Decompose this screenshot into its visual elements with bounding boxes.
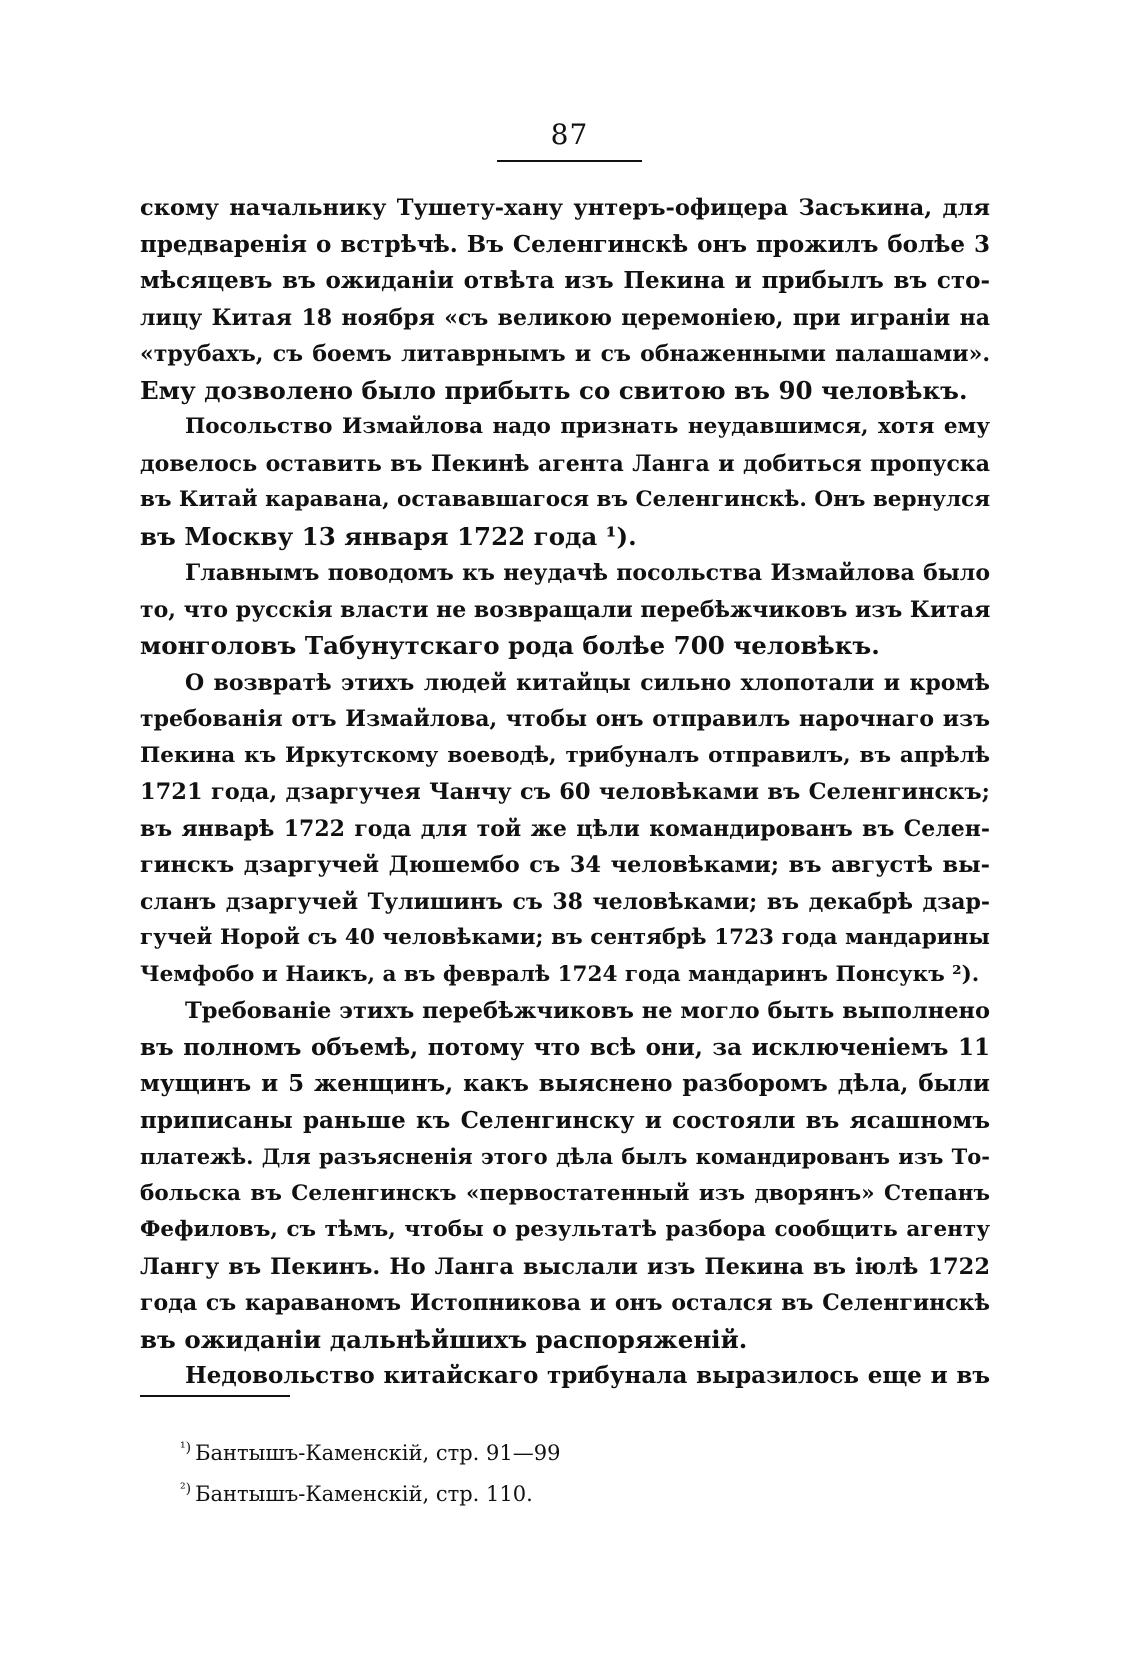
footnote-text: Бантышъ-Каменскій, стр. 110. xyxy=(195,1482,533,1506)
footnote-2 xyxy=(180,1471,880,1512)
text-line: О возвратѣ этихъ людей китайцы сильно хлопотали и кромѣ xyxy=(185,669,990,696)
text-line: мущинъ и 5 женщинъ, какъ выяснено разборомъ дѣла, были xyxy=(140,1070,990,1097)
text-line: больска въ Селенгинскъ «первостатенный изъ дворянъ» Степанъ xyxy=(140,1180,990,1206)
text-line: въ Китай каравана, остававшагося въ Селенгинскѣ. Онъ вернулся xyxy=(140,487,991,512)
text-line: Ему дозволено было прибыть со свитою въ 90 человѣкъ. xyxy=(140,375,968,405)
text-line: то, что русскія власти не возвращали перебѣжчиковъ изъ Китая xyxy=(140,596,991,623)
text-line: требованія отъ Измайлова, чтобы онъ отправилъ нарочнаго изъ xyxy=(140,706,990,732)
text-line: сланъ дзаргучей Тулишинъ съ 38 человѣками; въ декабрѣ дзар- xyxy=(140,888,990,915)
paragraph-6 xyxy=(140,1358,990,1395)
text-line: монголовъ Табунутскаго рода болѣе 700 человѣкъ. xyxy=(140,631,880,660)
text-line: въ январѣ 1722 года для той же цѣли командированъ въ Селен- xyxy=(140,815,990,842)
text-line: Недовольство китайскаго трибунала выразилось еще и въ xyxy=(185,1362,990,1389)
text-line: Лангу въ Пекинъ. Но Ланга выслали изъ Пекина въ іюлѣ 1722 xyxy=(140,1253,990,1280)
paragraph-3 xyxy=(140,555,990,665)
paragraph-4 xyxy=(140,665,990,994)
paragraph-1 xyxy=(140,190,990,409)
text-line: Фефиловъ, съ тѣмъ, чтобы о результатѣ разбора сообщить агенту xyxy=(140,1217,990,1242)
text-line: въ Москву 13 января 1722 года ¹). xyxy=(140,521,637,551)
text-line: Посольство Измайлова надо признать неудавшимся, хотя ему xyxy=(185,414,990,439)
text-line: въ полномъ объемѣ, потому что всѣ они, за исключеніемъ 11 xyxy=(140,1033,990,1061)
text-line: лицу Китая 18 ноября «съ великою церемоніею, при играніи на xyxy=(140,304,990,331)
paragraph-5 xyxy=(140,993,990,1358)
text-line: платежѣ. Для разъясненія этого дѣла былъ командированъ изъ То- xyxy=(140,1144,990,1169)
text-line: предваренія о встрѣчѣ. Въ Селенгинскѣ онъ прожилъ болѣе 3 xyxy=(140,230,990,258)
footnotes xyxy=(180,1430,880,1512)
text-line: Пекина къ Иркутскому воеводѣ, трибуналъ отправилъ, въ апрѣлѣ xyxy=(140,742,990,768)
text-line: приписаны раньше къ Селенгинску и состояли въ ясашномъ xyxy=(140,1106,990,1134)
text-line: 1721 года, дзаргучея Чанчу съ 60 человѣками въ Селенгинскъ; xyxy=(140,779,990,805)
page-number: 87 xyxy=(550,118,589,151)
text-line: года съ караваномъ Истопникова и онъ остался въ Селенгинскѣ xyxy=(140,1290,990,1316)
paragraph-2 xyxy=(140,409,990,555)
text-line: гинскъ дзаргучей Дюшембо съ 34 человѣками; въ августѣ вы- xyxy=(140,852,990,878)
header-rule xyxy=(497,160,642,162)
text-line: довелось оставить въ Пекинѣ агента Ланга и добиться пропуска xyxy=(140,450,990,477)
text-line: Чемфобо и Наикъ, а въ февралѣ 1724 года мандаринъ Понсукъ ²). xyxy=(140,961,980,987)
body-text xyxy=(140,190,990,1395)
footnote-text: Бантышъ-Каменскій, стр. 91—99 xyxy=(195,1441,561,1465)
footnote-1 xyxy=(180,1430,880,1471)
footnote-marker: ²) xyxy=(180,1481,192,1497)
text-line: гучей Норой съ 40 человѣками; въ сентябрѣ 1723 года мандарины xyxy=(140,925,990,950)
text-line: мѣсяцевъ въ ожиданіи отвѣта изъ Пекина и прибылъ въ сто- xyxy=(140,267,990,294)
text-line: «трубахъ, съ боемъ литаврнымъ и съ обнаженными палашами». xyxy=(140,341,990,367)
text-line: скому начальнику Тушету-хану унтеръ-офицера Засъкина, для xyxy=(140,195,990,221)
text-line: Главнымъ поводомъ къ неудачѣ посольства Измайлова было xyxy=(185,560,990,586)
footnote-marker: ¹) xyxy=(180,1440,192,1456)
text-line: Требованіе этихъ перебѣжчиковъ не могло быть выполнено xyxy=(185,998,990,1024)
text-line: въ ожиданіи дальнѣйшихъ распоряженій. xyxy=(140,1324,748,1354)
footnote-rule xyxy=(140,1395,290,1397)
